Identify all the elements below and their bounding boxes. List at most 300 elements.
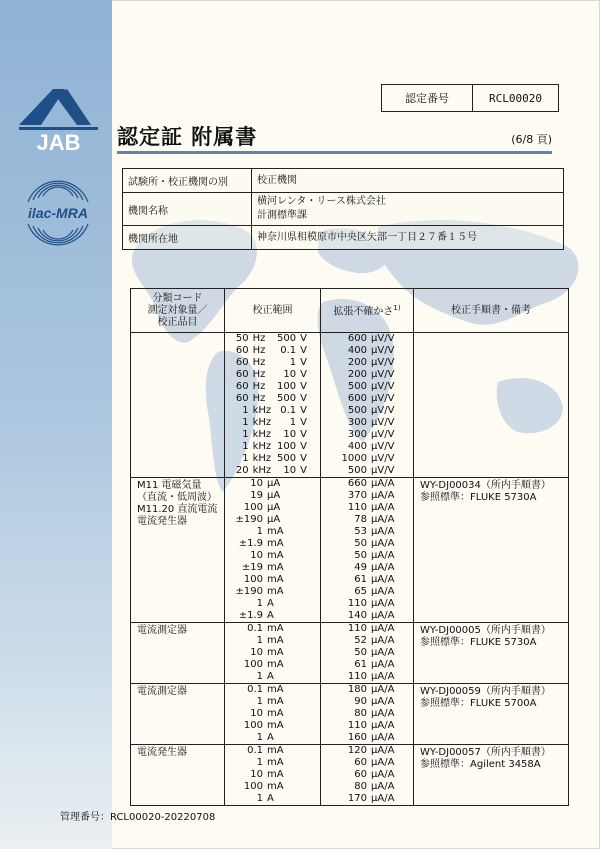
uncertainty-line [321, 708, 413, 720]
range-line [225, 502, 320, 514]
procedure-cell [414, 478, 569, 623]
range-value: 1 [256, 598, 263, 609]
header-category [131, 289, 225, 333]
range-value: 100 [243, 574, 263, 585]
range-line [225, 405, 320, 417]
uncertainty-value: 120 [347, 745, 367, 756]
category-line: 電流発生器 [137, 747, 187, 758]
uncertainty-line [321, 562, 413, 574]
uncertainty-value: 370 [347, 490, 367, 501]
certification-number-label: 認定番号 [382, 85, 473, 111]
uncertainty-cell [321, 623, 414, 684]
uncertainty-value: 90 [354, 696, 367, 707]
uncertainty-unit: µA/A [371, 490, 395, 501]
range-cell [225, 745, 321, 806]
range-unit: mA [267, 781, 284, 792]
uncertainty-unit: µV/V [371, 357, 395, 368]
range-value: 0.1 [247, 623, 263, 634]
uncertainty-value: 300 [347, 417, 367, 428]
uncertainty-unit: µA/A [371, 720, 395, 731]
range-unit: µA [267, 478, 281, 489]
range-line [225, 441, 320, 453]
institution-info-table [122, 168, 564, 250]
uncertainty-unit: µV/V [371, 429, 395, 440]
uncertainty-value: 500 [347, 405, 367, 416]
range-unit: mA [267, 684, 284, 695]
range-value: 1 [242, 429, 249, 440]
range-value: 1 [256, 671, 263, 682]
range-line [225, 757, 320, 769]
uncertainty-unit: µA/A [371, 610, 395, 621]
jab-logo [17, 87, 100, 154]
uncertainty-value: 50 [354, 550, 367, 561]
uncertainty-unit: µA/A [371, 635, 395, 646]
range-value: ±19 [241, 562, 263, 573]
uncertainty-line [321, 696, 413, 708]
range-value: 10 [283, 369, 297, 380]
range-value: 1 [256, 635, 263, 646]
uncertainty-line [321, 502, 413, 514]
uncertainty-line [321, 684, 413, 696]
range-value: ±190 [235, 586, 263, 597]
range-unit: Hz [252, 357, 266, 368]
uncertainty-unit: µA/A [371, 514, 395, 525]
range-line [225, 647, 320, 659]
range-line [225, 574, 320, 586]
range-value: 0.1 [280, 405, 297, 416]
range-value: 10 [283, 429, 297, 440]
uncertainty-value: 110 [347, 502, 367, 513]
category-line: 電流測定器 [137, 686, 187, 697]
range-unit: A [267, 671, 274, 682]
range-unit: mA [267, 586, 284, 597]
range-unit: Hz [252, 393, 266, 404]
uncertainty-value: 80 [354, 708, 367, 719]
uncertainty-value: 300 [347, 429, 367, 440]
range-line [225, 550, 320, 562]
uncertainty-cell [321, 333, 414, 478]
range-unit: mA [267, 769, 284, 780]
category-cell [131, 623, 225, 684]
range-value: 50 [235, 333, 249, 344]
range-line [225, 526, 320, 538]
uncertainty-unit: µA/A [371, 757, 395, 768]
range-value: 100 [277, 381, 297, 392]
range-unit: mA [267, 574, 284, 585]
table-row [131, 745, 569, 806]
range-line [225, 659, 320, 671]
uncertainty-unit: µV/V [371, 345, 395, 356]
uncertainty-unit: µA/A [371, 708, 395, 719]
info-value-line: 神奈川県相模原市中央区矢部一丁目２７番１５号 [257, 231, 477, 243]
range-unit: A [267, 598, 274, 609]
range-value: 10 [250, 478, 263, 489]
range-unit: mA [267, 647, 284, 658]
uncertainty-line [321, 635, 413, 647]
range-line [225, 562, 320, 574]
table-header-row [131, 289, 569, 333]
uncertainty-unit: µA/A [371, 793, 395, 804]
range-value: 60 [235, 357, 249, 368]
uncertainty-value: 1000 [341, 453, 367, 464]
uncertainty-line [321, 769, 413, 781]
uncertainty-line [321, 610, 413, 622]
range-unit: V [300, 453, 307, 464]
info-value [252, 169, 564, 193]
range-unit: mA [267, 708, 284, 719]
uncertainty-unit: µV/V [371, 441, 395, 452]
info-label: 試験所・校正機関の別 [123, 169, 252, 193]
range-unit: A [267, 610, 274, 621]
uncertainty-cell [321, 684, 414, 745]
uncertainty-unit: µA/A [371, 769, 395, 780]
range-unit: V [300, 417, 307, 428]
page-indicator: (6/8 頁) [511, 133, 552, 146]
range-value: 100 [243, 720, 263, 731]
uncertainty-unit: µV/V [371, 393, 395, 404]
uncertainty-value: 78 [354, 514, 367, 525]
range-line [225, 490, 320, 502]
ilac-mra-logo-text: ilac-MRA [28, 205, 88, 221]
range-unit: kHz [252, 429, 272, 440]
uncertainty-unit: µA/A [371, 623, 395, 634]
uncertainty-line [321, 720, 413, 732]
range-value: 100 [277, 441, 297, 452]
range-unit: V [300, 345, 307, 356]
range-value: 0.1 [280, 345, 297, 356]
uncertainty-value: 500 [347, 381, 367, 392]
uncertainty-value: 600 [347, 333, 367, 344]
procedure-cell [414, 684, 569, 745]
range-line [225, 369, 320, 381]
uncertainty-cell [321, 745, 414, 806]
table-row [131, 478, 569, 623]
range-value: 1 [289, 357, 297, 368]
category-cell [131, 684, 225, 745]
range-line [225, 708, 320, 720]
range-value: 19 [250, 490, 263, 501]
uncertainty-value: 160 [347, 732, 367, 743]
uncertainty-unit: µA/A [371, 696, 395, 707]
range-line [225, 610, 320, 622]
range-value: 0.1 [247, 684, 263, 695]
procedure-cell [414, 623, 569, 684]
uncertainty-value: 49 [354, 562, 367, 573]
procedure-line: WY-DJ00057（所内手順書） [420, 747, 551, 758]
range-value: 500 [277, 453, 297, 464]
range-value: 100 [243, 502, 263, 513]
document-title: 認定証 附属書 [117, 125, 258, 149]
range-value: 10 [283, 465, 297, 476]
range-cell [225, 684, 321, 745]
range-line [225, 745, 320, 757]
uncertainty-unit: µA/A [371, 526, 395, 537]
uncertainty-unit: µA/A [371, 574, 395, 585]
range-value: 1 [242, 453, 249, 464]
uncertainty-value: 600 [347, 393, 367, 404]
info-label: 機関所在地 [123, 226, 252, 250]
range-line [225, 393, 320, 405]
info-value [252, 226, 564, 250]
range-value: 20 [235, 465, 249, 476]
header-category-line: 測定対象量／ [147, 304, 208, 316]
certification-number-value: RCL00020 [489, 91, 542, 105]
uncertainty-line [321, 550, 413, 562]
uncertainty-value: 52 [354, 635, 367, 646]
range-line [225, 732, 320, 744]
range-line [225, 417, 320, 429]
header-procedure: 校正手順書・備考 [414, 289, 569, 333]
range-value: 1 [256, 757, 263, 768]
range-value: 1 [256, 696, 263, 707]
table-row [131, 684, 569, 745]
info-row-type [123, 169, 564, 193]
uncertainty-line [321, 647, 413, 659]
uncertainty-line [321, 381, 413, 393]
range-line [225, 696, 320, 708]
range-line [225, 635, 320, 647]
header-uncertainty-text: 拡張不確かさ [333, 306, 394, 318]
range-line [225, 345, 320, 357]
uncertainty-line [321, 757, 413, 769]
range-value: 10 [250, 708, 263, 719]
uncertainty-line [321, 417, 413, 429]
uncertainty-line [321, 393, 413, 405]
category-line: 電流測定器 [137, 625, 187, 636]
uncertainty-value: 140 [347, 610, 367, 621]
uncertainty-unit: µA/A [371, 647, 395, 658]
calibration-scope-table [130, 288, 569, 806]
range-value: 100 [243, 659, 263, 670]
range-line [225, 478, 320, 490]
uncertainty-unit: µA/A [371, 586, 395, 597]
header-uncertainty [321, 289, 414, 333]
uncertainty-value: 200 [347, 369, 367, 380]
range-unit: V [300, 369, 307, 380]
category-cell [131, 745, 225, 806]
range-cell [225, 478, 321, 623]
range-unit: mA [267, 635, 284, 646]
range-value: 60 [235, 393, 249, 404]
range-line [225, 357, 320, 369]
uncertainty-unit: µV/V [371, 465, 395, 476]
range-unit: V [300, 465, 307, 476]
range-value: 1 [256, 793, 263, 804]
uncertainty-unit: µA/A [371, 732, 395, 743]
uncertainty-line [321, 490, 413, 502]
range-line [225, 453, 320, 465]
range-unit: V [300, 429, 307, 440]
procedure-line: 参照標準：FLUKE 5730A [420, 492, 537, 503]
uncertainty-value: 500 [347, 465, 367, 476]
uncertainty-value: 660 [347, 478, 367, 489]
procedure-line: WY-DJ00034（所内手順書） [420, 480, 551, 491]
category-cell [131, 333, 225, 478]
category-line: 電流発生器 [137, 516, 187, 527]
range-value: 1 [242, 417, 249, 428]
table-row [131, 333, 569, 478]
range-unit: kHz [252, 465, 272, 476]
ilac-mra-logo [18, 172, 98, 252]
uncertainty-line [321, 345, 413, 357]
uncertainty-line [321, 586, 413, 598]
range-value: 500 [277, 393, 297, 404]
procedure-line: 参照標準：Agilent 3458A [420, 759, 541, 770]
uncertainty-value: 180 [347, 684, 367, 695]
category-cell [131, 478, 225, 623]
uncertainty-value: 50 [354, 538, 367, 549]
uncertainty-value: 110 [347, 671, 367, 682]
range-line [225, 429, 320, 441]
uncertainty-value: 50 [354, 647, 367, 658]
info-value-line: 横河レンタ・リース株式会社 [257, 196, 386, 207]
uncertainty-unit: µV/V [371, 333, 395, 344]
uncertainty-unit: µA/A [371, 598, 395, 609]
info-row-name [123, 193, 564, 226]
uncertainty-line [321, 514, 413, 526]
uncertainty-line [321, 538, 413, 550]
procedure-cell [414, 333, 569, 478]
range-unit: µA [267, 502, 281, 513]
uncertainty-value: 60 [354, 757, 367, 768]
range-unit: V [300, 393, 307, 404]
uncertainty-value: 400 [347, 345, 367, 356]
range-line [225, 793, 320, 805]
range-unit: V [300, 381, 307, 392]
range-unit: mA [267, 745, 284, 756]
uncertainty-line [321, 453, 413, 465]
range-unit: Hz [252, 381, 266, 392]
uncertainty-unit: µV/V [371, 405, 395, 416]
range-cell [225, 333, 321, 478]
uncertainty-unit: µA/A [371, 671, 395, 682]
info-value-line: 校正機関 [257, 174, 297, 186]
range-value: 500 [277, 333, 297, 344]
range-line [225, 671, 320, 683]
range-unit: Hz [252, 369, 266, 380]
uncertainty-value: 170 [347, 793, 367, 804]
range-line [225, 598, 320, 610]
range-line [225, 381, 320, 393]
range-value: ±190 [235, 514, 263, 525]
uncertainty-unit: µA/A [371, 562, 395, 573]
range-value: 1 [256, 732, 263, 743]
uncertainty-unit: µV/V [371, 381, 395, 392]
range-unit: µA [267, 490, 281, 501]
uncertainty-line [321, 357, 413, 369]
range-unit: mA [267, 526, 284, 537]
category-line: M11.20 直流電流 [137, 504, 218, 515]
procedure-line: 参照標準：FLUKE 5730A [420, 637, 537, 648]
range-value: 1 [289, 417, 297, 428]
uncertainty-unit: µA/A [371, 478, 395, 489]
range-line [225, 769, 320, 781]
range-value: 1 [242, 405, 249, 416]
category-line: （直流・低周波） [137, 492, 217, 503]
uncertainty-line [321, 793, 413, 805]
range-unit: mA [267, 550, 284, 561]
uncertainty-unit: µV/V [371, 417, 395, 428]
uncertainty-value: 61 [354, 574, 367, 585]
range-unit: V [300, 405, 307, 416]
procedure-line: WY-DJ00059（所内手順書） [420, 686, 551, 697]
uncertainty-unit: µV/V [371, 453, 395, 464]
range-unit: mA [267, 696, 284, 707]
uncertainty-unit: µV/V [371, 369, 395, 380]
info-value-line: 計測標準課 [257, 210, 307, 221]
uncertainty-unit: µA/A [371, 684, 395, 695]
range-unit: mA [267, 538, 284, 549]
uncertainty-line [321, 405, 413, 417]
range-cell [225, 623, 321, 684]
range-unit: V [300, 333, 307, 344]
uncertainty-unit: µA/A [371, 550, 395, 561]
uncertainty-value: 53 [354, 526, 367, 537]
range-line [225, 514, 320, 526]
range-value: 60 [235, 381, 249, 392]
uncertainty-line [321, 333, 413, 345]
range-unit: mA [267, 623, 284, 634]
uncertainty-value: 61 [354, 659, 367, 670]
uncertainty-line [321, 369, 413, 381]
uncertainty-line [321, 598, 413, 610]
uncertainty-value: 200 [347, 357, 367, 368]
range-unit: A [267, 732, 274, 743]
procedure-cell [414, 745, 569, 806]
uncertainty-line [321, 623, 413, 635]
range-unit: A [267, 793, 274, 804]
uncertainty-line [321, 781, 413, 793]
uncertainty-line [321, 526, 413, 538]
range-unit: mA [267, 562, 284, 573]
uncertainty-unit: µA/A [371, 502, 395, 513]
uncertainty-value: 80 [354, 781, 367, 792]
management-number: 管理番号：RCL00020-20220708 [60, 812, 216, 823]
range-unit: mA [267, 720, 284, 731]
range-line [225, 684, 320, 696]
range-value: 0.1 [247, 745, 263, 756]
category-line: M11 電磁気量 [137, 480, 202, 491]
range-line [225, 465, 320, 477]
uncertainty-line [321, 732, 413, 744]
range-value: 10 [250, 769, 263, 780]
range-line [225, 538, 320, 550]
jab-logo-text: JAB [36, 130, 81, 154]
range-value: ±1.9 [238, 610, 263, 621]
uncertainty-line [321, 574, 413, 586]
uncertainty-unit: µA/A [371, 538, 395, 549]
range-unit: kHz [252, 417, 272, 428]
range-line [225, 586, 320, 598]
procedure-line: WY-DJ00005（所内手順書） [420, 625, 551, 636]
uncertainty-line [321, 671, 413, 683]
range-value: 10 [250, 647, 263, 658]
certification-number-box [381, 84, 559, 112]
uncertainty-value: 400 [347, 441, 367, 452]
uncertainty-line [321, 478, 413, 490]
uncertainty-line [321, 659, 413, 671]
info-row-address [123, 226, 564, 250]
range-unit: kHz [252, 453, 272, 464]
table-row [131, 623, 569, 684]
header-uncertainty-note: 1) [393, 304, 401, 313]
range-value: ±1.9 [238, 538, 263, 549]
range-value: 60 [235, 369, 249, 380]
range-unit: mA [267, 757, 284, 768]
uncertainty-value: 110 [347, 598, 367, 609]
header-range: 校正範囲 [225, 289, 321, 333]
uncertainty-cell [321, 478, 414, 623]
